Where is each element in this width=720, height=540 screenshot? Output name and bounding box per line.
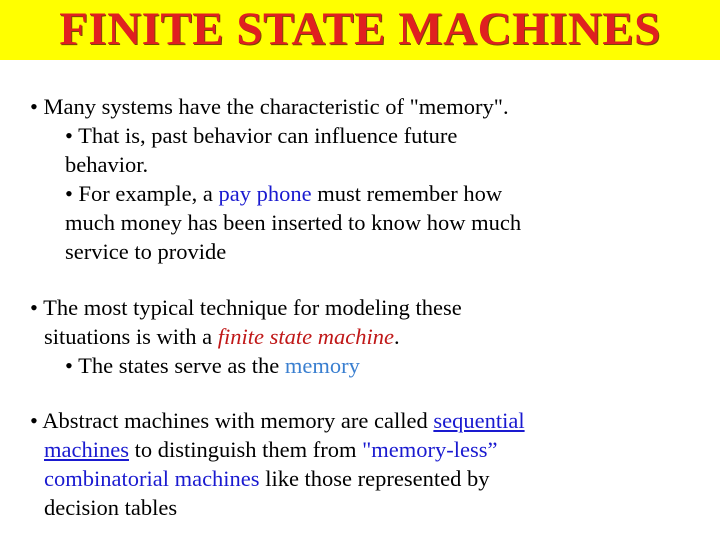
finite-state-machine-highlight: finite state machine (217, 324, 394, 349)
p1-line-1: • Many systems have the characteristic of "memory". (30, 94, 509, 119)
p2-line-2: situations is with a finite state machine. (44, 324, 400, 349)
memory-less-highlight: "memory-less” (362, 437, 498, 462)
p3-line-3: combinatorial machines like those represented by (44, 466, 490, 491)
p2-line-3: • The states serve as the memory (65, 353, 360, 378)
p3-line-2: machines to distinguish them from "memory-less” (44, 437, 498, 462)
p1-line-3: behavior. (65, 152, 149, 177)
p3-line-1: • Abstract machines with memory are called sequential (30, 408, 525, 433)
machines-link[interactable]: machines (44, 437, 129, 462)
p1-line-2: • That is, past behavior can influence future (65, 123, 458, 148)
combinatorial-machines-highlight: combinatorial machines (44, 466, 260, 491)
p3-line-4: decision tables (44, 495, 178, 520)
p1-line-4: • For example, a pay phone must remember how (65, 181, 503, 206)
p1-line-5: much money has been inserted to know how much (65, 210, 522, 235)
p2-line-1: • The most typical technique for modeling these (30, 295, 462, 320)
slide-title: FINITE STATE MACHINES (59, 3, 661, 55)
sequential-link[interactable]: sequential (433, 408, 525, 433)
pay-phone-highlight: pay phone (218, 181, 312, 206)
p1-line-6: service to provide (65, 239, 227, 264)
memory-highlight: memory (284, 353, 360, 378)
